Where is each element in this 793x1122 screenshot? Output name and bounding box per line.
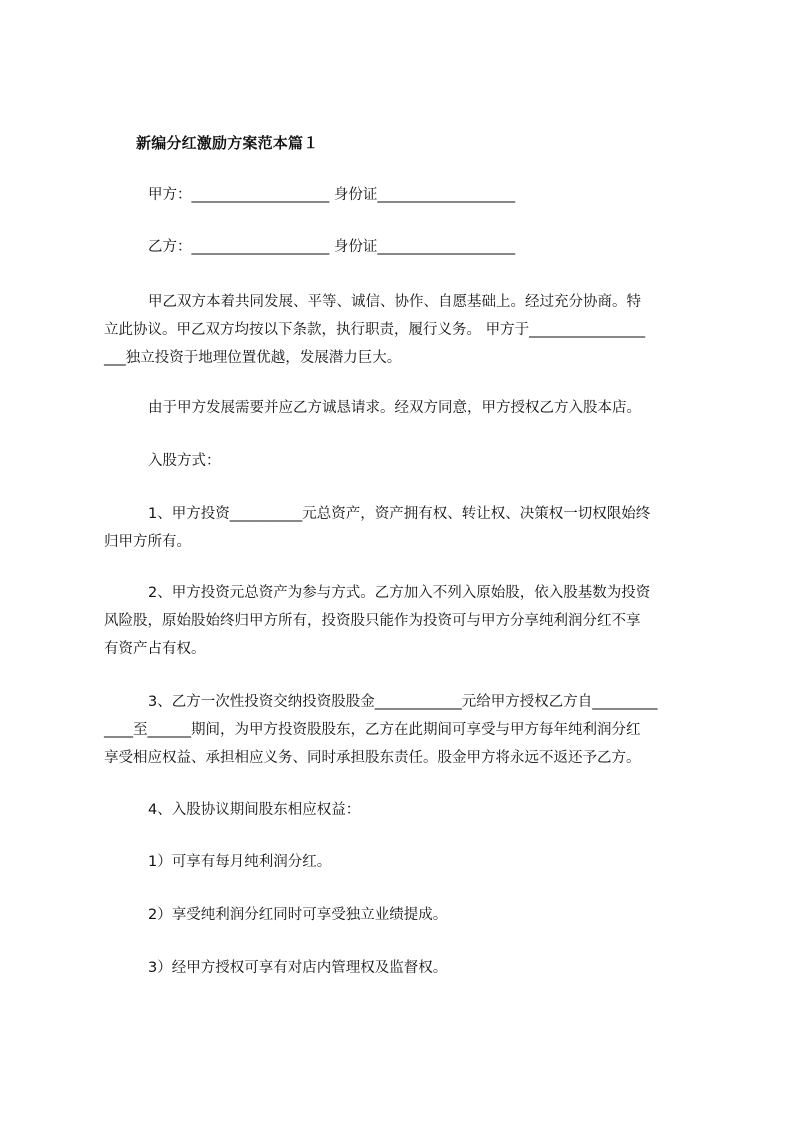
method-heading: 入股方式： <box>148 453 221 469</box>
item-1-paragraph <box>104 500 684 556</box>
party-b-line: 乙方：___________________ 身份证___________________ <box>148 239 516 255</box>
item-4-heading: 4、入股协议期间股东相应权益： <box>148 802 361 818</box>
intro-line-1: 甲乙双方本着共同发展、平等、诚信、协作、自愿基础上。经过充分协商。特 <box>148 294 641 310</box>
item-3-line-2: ____至______期间，为甲方投资股股东，乙方在此期间可享受与甲方每年纯利润分红 <box>104 722 641 738</box>
item-1-line-1: 1、甲方投资__________元总资产，资产拥有权、转让权、决策权一切权限始终 <box>148 506 651 522</box>
item-3-line-1: 3、乙方一次性投资交纳投资股股金____________元给甲方授权乙方自_________ <box>148 694 658 710</box>
right-item-2: 2）享受纯利润分红同时可享受独立业绩提成。 <box>148 907 448 923</box>
intro-paragraph <box>104 288 684 372</box>
party-a-line: 甲方：___________________ 身份证___________________ <box>148 187 516 203</box>
right-item-1: 1）可享有每月纯利润分红。 <box>148 854 332 870</box>
reason-paragraph: 由于甲方发展需要并应乙方诚恳请求。经双方同意，甲方授权乙方入股本店。 <box>148 400 641 416</box>
item-2-line-3: 有资产占有权。 <box>104 641 206 657</box>
item-2-paragraph <box>104 579 684 663</box>
document-title: 新编分红激励方案范本篇１ <box>136 134 319 152</box>
item-3-line-3: 享受相应权益、承担相应义务、同时承担股东责任。股金甲方将永远不返还予乙方。 <box>104 750 641 766</box>
item-1-line-2: 归甲方所有。 <box>104 534 191 550</box>
item-2-line-1: 2、甲方投资元总资产为参与方式。乙方加入不列入原始股，依入股基数为投资 <box>148 585 651 601</box>
item-3-paragraph <box>104 688 684 772</box>
intro-line-3: ___独立投资于地理位置优越，发展潜力巨大。 <box>104 350 402 366</box>
item-2-line-2: 风险股，原始股始终归甲方所有，投资股只能作为投资可与甲方分享纯利润分红不享 <box>104 613 641 629</box>
right-item-3: 3）经甲方授权可享有对店内管理权及监督权。 <box>148 960 448 976</box>
intro-line-2: 立此协议。甲乙双方均按以下条款，执行职责，履行义务。 甲方于________________ <box>104 322 646 338</box>
